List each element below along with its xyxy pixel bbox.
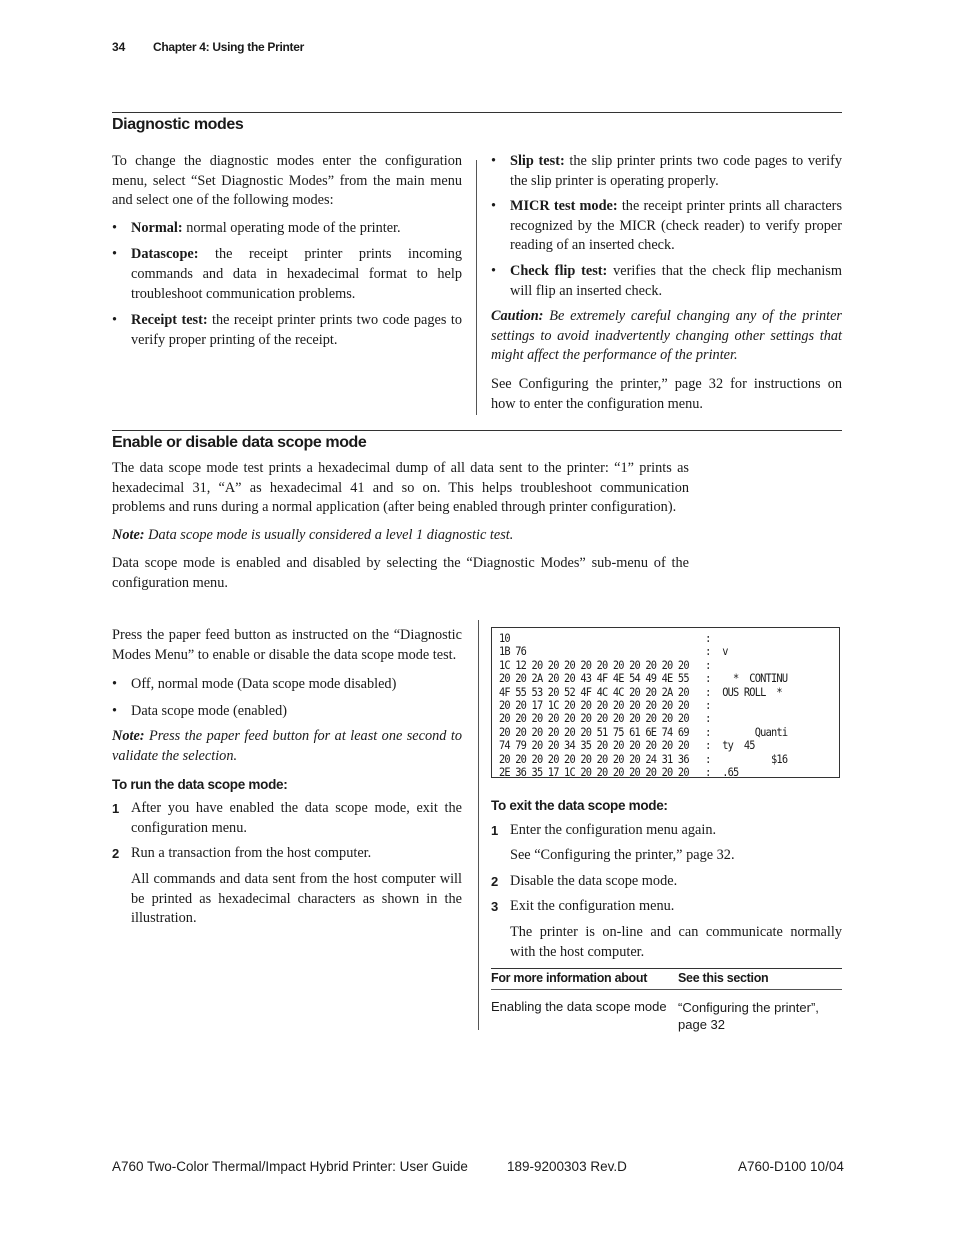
receipt-hex: 2E 36 35 17 1C 20 20 20 20 20 20 20: [499, 764, 689, 778]
receipt-colon: :: [705, 644, 711, 659]
run-result: All commands and data sent from the host computer will be printed as hexadecimal characters as shown in the illustration.: [131, 870, 462, 927]
section-title-scope: Enable or disable data scope mode: [112, 434, 367, 451]
receipt-line: [499, 766, 805, 778]
receipt-line: [499, 739, 805, 752]
receipt-hex: 20 20 17 1C 20 20 20 20 20 20 20 20: [499, 697, 689, 712]
receipt-ascii: $16: [722, 751, 788, 766]
scope-intro: [112, 459, 689, 594]
list-item: 1 After you have enabled the data scope mode, exit the configuration menu.: [112, 800, 462, 836]
receipt-ascii: v: [722, 644, 728, 659]
table-rule-header: [491, 989, 842, 990]
receipt-line: [499, 753, 805, 766]
footer-doc-id: A760-D100 10/04: [738, 1159, 844, 1174]
datascope-receipt-illustration: [491, 627, 840, 778]
receipt-colon: :: [705, 764, 711, 778]
receipt-hex: 1B 76: [499, 644, 527, 659]
receipt-hex: 20 20 20 20 20 20 20 20 20 20 20 20: [499, 711, 689, 726]
receipt-hex: 10: [499, 631, 510, 645]
receipt-hex: 74 79 20 20 34 35 20 20 20 20 20 20: [499, 738, 689, 753]
receipt-ascii: * CONTINU: [722, 671, 788, 686]
list-item: • Datascope: the receipt printer prints incoming commands and data in hexadecimal format to help troubleshoot communication problems.: [112, 245, 462, 304]
receipt-line: [499, 712, 805, 725]
list-item: • Check flip test: verifies that the check flip mechanism will flip an inserted check.: [491, 262, 842, 301]
receipt-line: [499, 632, 805, 645]
exit-result: The printer is on-line and can communicate normally with the host computer.: [510, 923, 842, 960]
see-reference: See Configuring the printer,” page 32 for instructions on how to enter the configuration menu.: [491, 375, 842, 412]
scope-left-column: [112, 626, 462, 929]
list-item: 2 Disable the data scope mode.: [491, 872, 678, 889]
receipt-line: [499, 699, 805, 712]
section-title-diagnostic: Diagnostic modes: [112, 116, 244, 133]
section-rule: [112, 430, 842, 431]
list-item: 3 Exit the configuration menu.: [491, 898, 675, 915]
list-item: • Normal: normal operating mode of the printer.: [112, 219, 462, 239]
table-cell-section: “Configuring the printer”, page 32: [678, 1000, 819, 1032]
list-item: • MICR test mode: the receipt printer prints all characters recognized by the MICR (check reader) to verify proper reading of an inserted check.: [491, 197, 842, 256]
receipt-ascii: OUS ROLL *: [722, 684, 782, 699]
receipt-line: [499, 645, 805, 658]
section-rule: [112, 112, 842, 113]
caution-note: Caution: Be extremely careful changing any of the printer settings to avoid inadvertently changing other settings that might affect the performance of the printer.: [491, 308, 842, 364]
receipt-colon: :: [705, 631, 711, 645]
receipt-colon: :: [705, 684, 711, 699]
table-header-col2: See this section: [678, 971, 769, 985]
diag-left-column: [112, 152, 462, 350]
list-item: • Data scope mode (enabled): [112, 702, 462, 722]
receipt-line: [499, 659, 805, 672]
diag-right-column: [491, 152, 842, 414]
receipt-colon: :: [705, 751, 711, 766]
receipt-line: [499, 686, 805, 699]
list-item: • Slip test: the slip printer prints two code pages to verify the slip printer is operating properly.: [491, 152, 842, 191]
footer-title: A760 Two-Color Thermal/Impact Hybrid Printer: User Guide: [112, 1159, 468, 1174]
receipt-hex: 20 20 20 20 20 20 20 20 20 24 31 36: [499, 751, 689, 766]
receipt-colon: :: [705, 697, 711, 712]
scope-para1: The data scope mode test prints a hexadecimal dump of all data sent to the printer: “1” prints as hexadecimal 31, “A” as hexadecimal 41 and so on. This helps troubleshoot communication problems and runs during a normal application (after being enabled through printer configuration).: [112, 460, 689, 516]
receipt-hex: 1C 12 20 20 20 20 20 20 20 20 20 20: [499, 657, 689, 672]
press-instructions: Press the paper feed button as instructed on the “Diagnostic Modes Menu” to enable or disable the data scope mode test.: [112, 627, 462, 663]
list-item: • Off, normal mode (Data scope mode disabled): [112, 675, 462, 695]
chapter-title: Chapter 4: Using the Printer: [153, 40, 304, 54]
receipt-hex: 20 20 20 20 20 20 51 75 61 6E 74 69: [499, 724, 689, 739]
list-item: 2 Run a transaction from the host computer.: [112, 845, 372, 862]
list-item: 1 Enter the configuration menu again.: [491, 821, 717, 838]
run-heading: To run the data scope mode:: [112, 776, 288, 792]
receipt-colon: :: [705, 671, 711, 686]
receipt-line: [499, 726, 805, 739]
receipt-line: [499, 672, 805, 685]
receipt-colon: :: [705, 711, 711, 726]
diag-intro: To change the diagnostic modes enter the configuration menu, select “Set Diagnostic Modes” from the main menu and select one of the following modes:: [112, 153, 462, 209]
list-item: • Receipt test: the receipt printer prints two code pages to verify proper printing of the receipt.: [112, 311, 462, 350]
table-cell-topic: Enabling the data scope mode: [491, 999, 667, 1014]
receipt-ascii: Quanti: [722, 724, 788, 739]
exit-heading: To exit the data scope mode:: [491, 798, 668, 813]
scope-right-column: [491, 796, 842, 962]
receipt-hex: 4F 55 53 20 52 4F 4C 4C 20 20 2A 20: [499, 684, 689, 699]
page-number: 34: [112, 40, 126, 54]
table-rule-top: [491, 968, 842, 969]
column-divider: [476, 160, 477, 415]
scope-para2: Data scope mode is enabled and disabled by selecting the “Diagnostic Modes” sub-menu of the configuration menu.: [112, 555, 689, 591]
receipt-colon: :: [705, 657, 711, 672]
receipt-hex: 20 20 2A 20 20 43 4F 4E 54 49 4E 55: [499, 671, 689, 686]
table-header-col1: For more information about: [491, 971, 648, 985]
receipt-ascii: ty 45: [722, 738, 755, 753]
footer-part-number: 189-9200303 Rev.D: [507, 1159, 627, 1174]
scope-note2: Note: Press the paper feed button for at least one second to validate the selection.: [112, 728, 462, 764]
receipt-ascii: .65: [722, 764, 739, 778]
scope-note1: Note: Data scope mode is usually considered a level 1 diagnostic test.: [112, 526, 514, 543]
exit-step1-ref: See “Configuring the printer,” page 32.: [510, 847, 735, 864]
receipt-colon: :: [705, 724, 711, 739]
receipt-colon: :: [705, 738, 711, 753]
column-divider: [478, 620, 479, 1030]
